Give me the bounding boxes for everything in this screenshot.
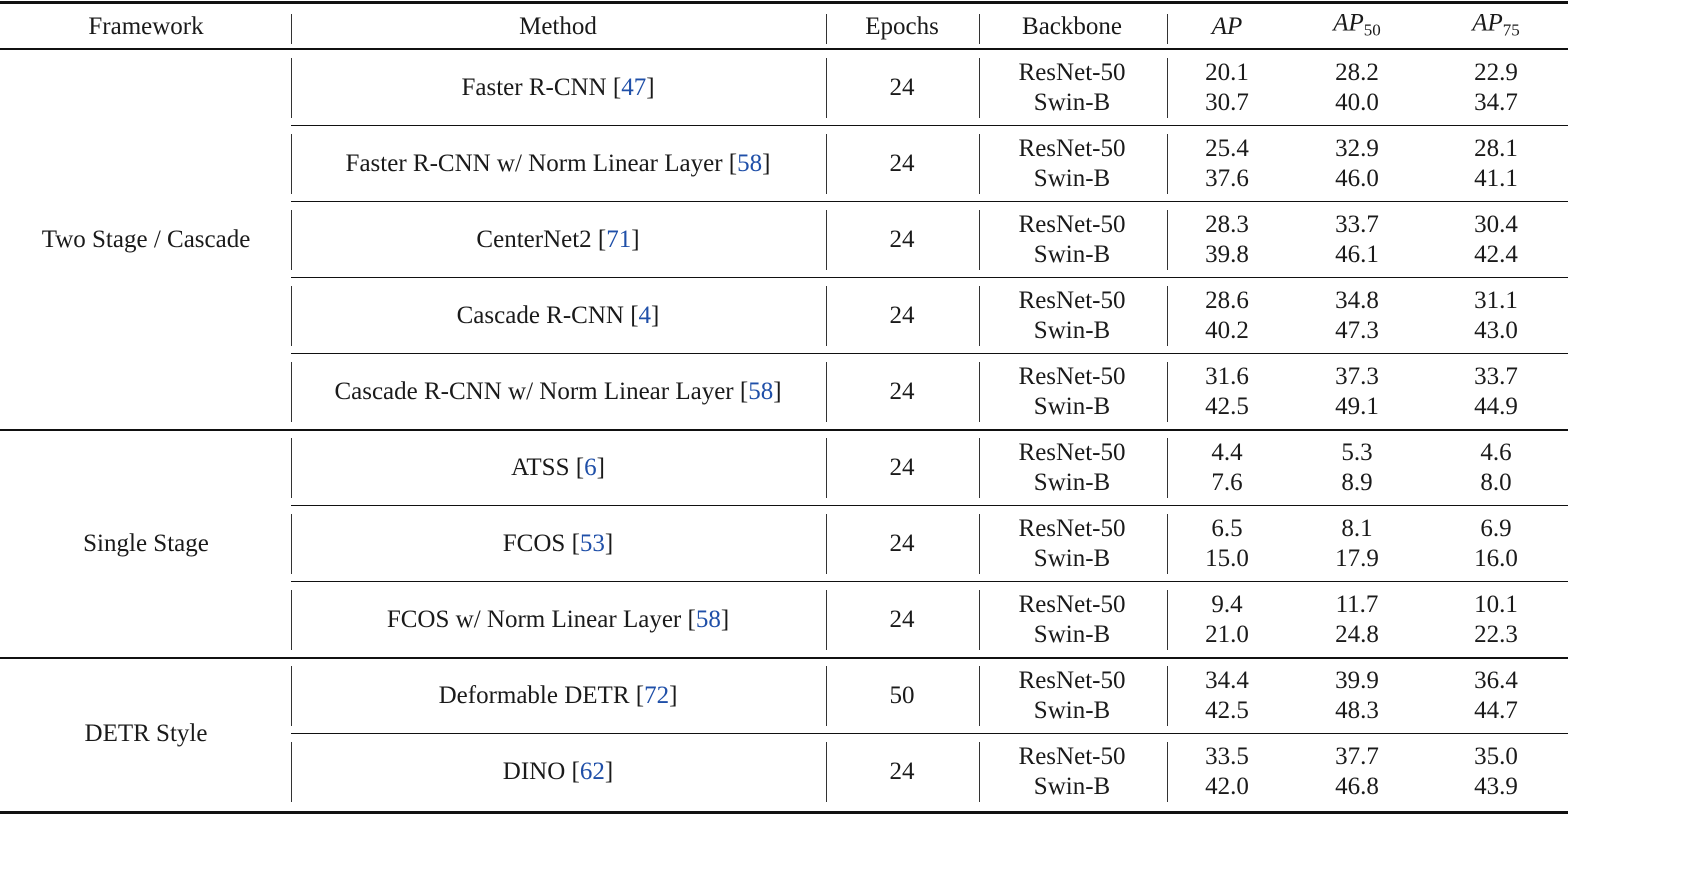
- col-divider: [979, 666, 980, 726]
- citation-link[interactable]: 4: [638, 302, 652, 329]
- ap-value: 34.4: [1205, 667, 1249, 694]
- col-divider: [979, 210, 980, 270]
- col-divider: [1167, 134, 1168, 194]
- method-label: Deformable DETR: [438, 682, 630, 709]
- ap-value: 28.6: [1205, 287, 1249, 314]
- ap50-value: 49.1: [1335, 393, 1379, 420]
- ap75-value: 22.3: [1474, 621, 1518, 648]
- header-rule: [0, 48, 1568, 50]
- ap75-value: 44.7: [1474, 697, 1518, 724]
- ap75-value: 10.1: [1474, 591, 1518, 618]
- backbone-value: ResNet-50: [1018, 135, 1126, 162]
- ap75-value: 4.6: [1480, 439, 1512, 466]
- col-divider: [1167, 514, 1168, 574]
- col-divider: [979, 514, 980, 574]
- ap50-value: 46.8: [1335, 773, 1379, 800]
- citation-link[interactable]: 6: [584, 454, 597, 481]
- method-name: FCOS w/ Norm Linear Layer [58]: [386, 606, 730, 633]
- epochs-value: 24: [889, 302, 915, 329]
- header-ap50: [1333, 9, 1381, 46]
- col-divider: [291, 438, 292, 498]
- col-divider: [1167, 666, 1168, 726]
- header-col-divider: [826, 14, 827, 44]
- ap50-value: 33.7: [1335, 211, 1379, 238]
- epochs-value: 24: [889, 758, 915, 785]
- epochs-value: 24: [889, 606, 915, 633]
- group-rule: [0, 429, 1568, 431]
- col-divider: [826, 286, 827, 346]
- method-rule: [291, 733, 1568, 734]
- ap75-value: 34.7: [1474, 89, 1518, 116]
- ap75-value: 35.0: [1474, 743, 1518, 770]
- col-divider: [1167, 362, 1168, 422]
- col-divider: [1167, 590, 1168, 650]
- header-ap50-base: AP: [1333, 9, 1364, 37]
- ap75-value: 31.1: [1474, 287, 1518, 314]
- ap-value: 6.5: [1211, 515, 1243, 542]
- epochs-value: 24: [889, 530, 915, 557]
- ap-value: 42.5: [1205, 393, 1249, 420]
- col-divider: [1167, 742, 1168, 802]
- ap-value: 25.4: [1205, 135, 1249, 162]
- ap-value: 33.5: [1205, 743, 1249, 770]
- col-divider: [979, 134, 980, 194]
- ap-value: 4.4: [1211, 439, 1243, 466]
- ap-value: 15.0: [1205, 545, 1249, 572]
- method-rule: [291, 505, 1568, 506]
- header-ap: [1212, 12, 1243, 42]
- col-divider: [826, 438, 827, 498]
- col-divider: [1167, 58, 1168, 118]
- ap75-value: 30.4: [1474, 211, 1518, 238]
- ap50-value: 48.3: [1335, 697, 1379, 724]
- backbone-value: Swin-B: [1033, 393, 1111, 420]
- col-divider: [291, 666, 292, 726]
- header-col-divider: [979, 14, 980, 44]
- ap75-value: 22.9: [1474, 59, 1518, 86]
- ap-value: 9.4: [1211, 591, 1243, 618]
- ap50-value: 17.9: [1335, 545, 1379, 572]
- method-rule: [291, 581, 1568, 582]
- ap75-value: 44.9: [1474, 393, 1518, 420]
- group-rule: [0, 657, 1568, 659]
- citation-link[interactable]: 53: [579, 530, 605, 557]
- backbone-value: Swin-B: [1033, 165, 1111, 192]
- backbone-value: Swin-B: [1033, 89, 1111, 116]
- method-name: Cascade R-CNN w/ Norm Linear Layer [58]: [334, 378, 782, 405]
- method-label: FCOS w/ Norm Linear Layer: [386, 606, 682, 633]
- header-col-divider: [291, 14, 292, 44]
- backbone-value: Swin-B: [1033, 773, 1111, 800]
- ap-value: 21.0: [1205, 621, 1249, 648]
- col-divider: [979, 742, 980, 802]
- ap75-value: 8.0: [1480, 469, 1512, 496]
- header-ap75: [1472, 9, 1520, 46]
- col-divider: [291, 134, 292, 194]
- method-name: FCOS [53]: [502, 530, 614, 557]
- ap75-value: 36.4: [1474, 667, 1518, 694]
- ap50-value: 11.7: [1335, 591, 1379, 618]
- method-name: Faster R-CNN w/ Norm Linear Layer [58]: [345, 150, 771, 177]
- method-name: CenterNet2 [71]: [476, 226, 640, 253]
- header-ap75-sub: 75: [1502, 20, 1520, 40]
- method-label: Cascade R-CNN w/ Norm Linear Layer: [334, 378, 734, 405]
- method-rule: [291, 201, 1568, 202]
- ap50-value: 32.9: [1335, 135, 1379, 162]
- citation-link[interactable]: 58: [695, 606, 721, 633]
- method-name: Cascade R-CNN [4]: [456, 302, 660, 329]
- ap-value: 20.1: [1205, 59, 1249, 86]
- method-label: Faster R-CNN w/ Norm Linear Layer: [345, 150, 723, 177]
- ap50-value: 47.3: [1335, 317, 1379, 344]
- col-divider: [979, 286, 980, 346]
- method-label: FCOS: [502, 530, 566, 557]
- col-divider: [826, 666, 827, 726]
- col-divider: [826, 742, 827, 802]
- ap50-value: 37.7: [1335, 743, 1379, 770]
- method-label: Cascade R-CNN: [456, 302, 624, 329]
- ap-value: 39.8: [1205, 241, 1249, 268]
- ap50-value: 24.8: [1335, 621, 1379, 648]
- ap-value: 42.5: [1205, 697, 1249, 724]
- header-ap50-sub: 50: [1363, 20, 1381, 40]
- citation-link[interactable]: 58: [748, 378, 774, 405]
- citation-link[interactable]: 71: [606, 226, 632, 253]
- col-divider: [1167, 286, 1168, 346]
- col-divider: [291, 362, 292, 422]
- method-rule: [291, 277, 1568, 278]
- col-divider: [291, 58, 292, 118]
- ap75-value: 42.4: [1474, 241, 1518, 268]
- method-label: DINO: [502, 758, 566, 785]
- epochs-value: 50: [889, 682, 915, 709]
- framework-label: DETR Style: [84, 720, 208, 747]
- backbone-value: ResNet-50: [1018, 515, 1126, 542]
- framework-label: Single Stage: [83, 530, 209, 557]
- col-divider: [979, 362, 980, 422]
- ap-value: 30.7: [1205, 89, 1249, 116]
- epochs-value: 24: [889, 378, 915, 405]
- ap-value: 40.2: [1205, 317, 1249, 344]
- backbone-value: ResNet-50: [1018, 211, 1126, 238]
- col-divider: [291, 514, 292, 574]
- method-name: Deformable DETR [72]: [438, 682, 678, 709]
- epochs-value: 24: [889, 74, 915, 101]
- header-epochs: Epochs: [865, 13, 939, 40]
- header-ap-base: AP: [1211, 13, 1243, 40]
- backbone-value: ResNet-50: [1018, 591, 1126, 618]
- header-col-divider: [1167, 14, 1168, 44]
- citation-link[interactable]: 72: [644, 682, 670, 709]
- ap50-value: 34.8: [1335, 287, 1379, 314]
- ap50-value: 46.1: [1335, 241, 1379, 268]
- ap-value: 31.6: [1205, 363, 1249, 390]
- backbone-value: Swin-B: [1033, 621, 1111, 648]
- backbone-value: ResNet-50: [1018, 59, 1126, 86]
- header-backbone: Backbone: [1022, 13, 1122, 40]
- method-label: ATSS: [511, 454, 570, 481]
- method-name: Faster R-CNN [47]: [461, 74, 655, 101]
- method-rule: [291, 125, 1568, 126]
- citation-link[interactable]: 62: [579, 758, 605, 785]
- backbone-value: Swin-B: [1033, 469, 1111, 496]
- ap75-value: 6.9: [1480, 515, 1512, 542]
- header-ap75-base: AP: [1472, 9, 1503, 37]
- col-divider: [979, 438, 980, 498]
- citation-link[interactable]: 58: [737, 150, 763, 177]
- ap50-value: 40.0: [1335, 89, 1379, 116]
- method-name: DINO [62]: [502, 758, 614, 785]
- col-divider: [826, 590, 827, 650]
- ap-value: 37.6: [1205, 165, 1249, 192]
- ap50-value: 5.3: [1341, 439, 1373, 466]
- col-divider: [291, 286, 292, 346]
- ap50-value: 8.9: [1341, 469, 1373, 496]
- backbone-value: ResNet-50: [1018, 743, 1126, 770]
- header-framework: Framework: [88, 13, 204, 40]
- col-divider: [826, 514, 827, 574]
- backbone-value: Swin-B: [1033, 697, 1111, 724]
- ap-value: 28.3: [1205, 211, 1249, 238]
- epochs-value: 24: [889, 454, 915, 481]
- backbone-value: Swin-B: [1033, 545, 1111, 572]
- col-divider: [1167, 210, 1168, 270]
- ap75-value: 43.9: [1474, 773, 1518, 800]
- backbone-value: Swin-B: [1033, 241, 1111, 268]
- col-divider: [291, 210, 292, 270]
- ap50-value: 8.1: [1341, 515, 1373, 542]
- col-divider: [826, 362, 827, 422]
- framework-label: Two Stage / Cascade: [41, 226, 251, 253]
- top-rule: [0, 1, 1568, 4]
- citation-link[interactable]: 47: [621, 74, 647, 101]
- epochs-value: 24: [889, 226, 915, 253]
- col-divider: [979, 590, 980, 650]
- col-divider: [979, 58, 980, 118]
- backbone-value: ResNet-50: [1018, 667, 1126, 694]
- backbone-value: Swin-B: [1033, 317, 1111, 344]
- bottom-rule: [0, 811, 1568, 814]
- ap75-value: 33.7: [1474, 363, 1518, 390]
- ap50-value: 37.3: [1335, 363, 1379, 390]
- header-method: Method: [519, 13, 597, 40]
- ap-value: 7.6: [1211, 469, 1243, 496]
- method-rule: [291, 353, 1568, 354]
- ap50-value: 39.9: [1335, 667, 1379, 694]
- col-divider: [1167, 438, 1168, 498]
- ap75-value: 28.1: [1474, 135, 1518, 162]
- epochs-value: 24: [889, 150, 915, 177]
- ap75-value: 16.0: [1474, 545, 1518, 572]
- backbone-value: ResNet-50: [1018, 287, 1126, 314]
- ap75-value: 41.1: [1474, 165, 1518, 192]
- ap50-value: 46.0: [1335, 165, 1379, 192]
- ap75-value: 43.0: [1474, 317, 1518, 344]
- col-divider: [826, 134, 827, 194]
- col-divider: [291, 590, 292, 650]
- ap50-value: 28.2: [1335, 59, 1379, 86]
- ap-value: 42.0: [1205, 773, 1249, 800]
- backbone-value: ResNet-50: [1018, 363, 1126, 390]
- backbone-value: ResNet-50: [1018, 439, 1126, 466]
- col-divider: [826, 210, 827, 270]
- col-divider: [291, 742, 292, 802]
- method-label: CenterNet2: [476, 226, 592, 253]
- method-label: Faster R-CNN: [461, 74, 607, 101]
- col-divider: [826, 58, 827, 118]
- method-name: ATSS [6]: [511, 454, 605, 481]
